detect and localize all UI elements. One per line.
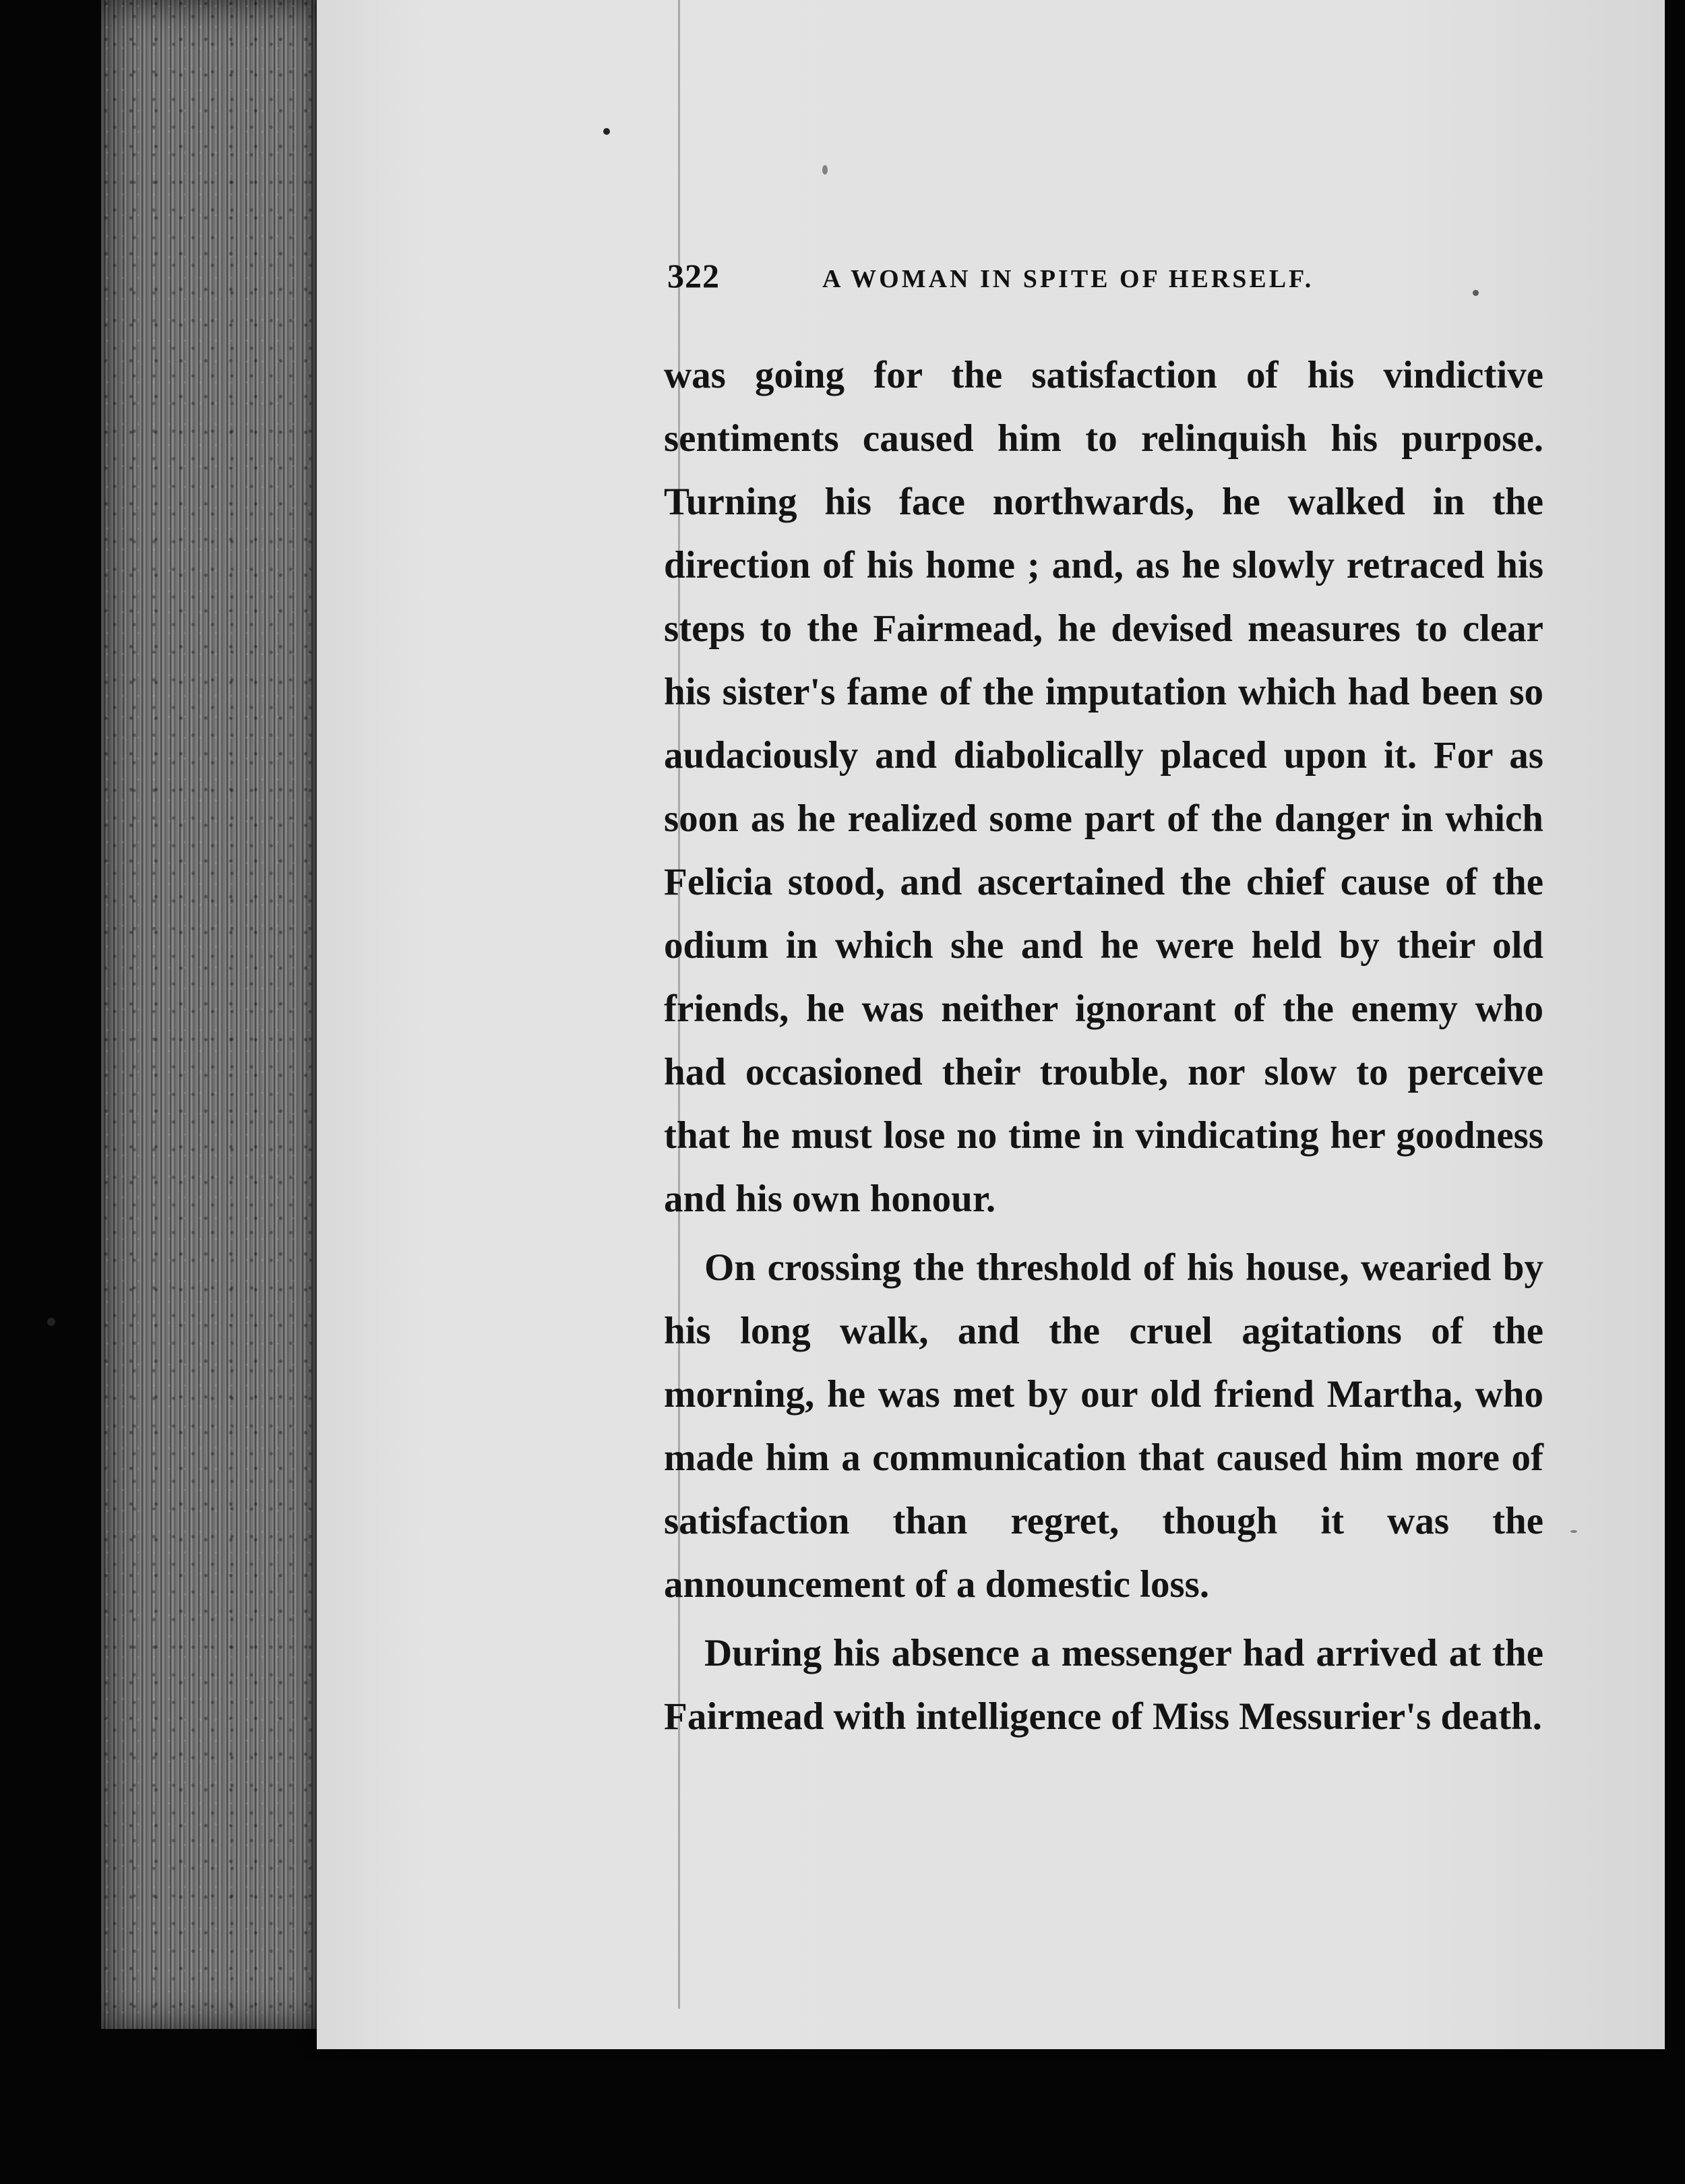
paragraph-2: On crossing the threshold of his house, wearied by his long walk, and the cruel agitations of the morning, he was met by our old friend Martha, who made him a communication that caused him more of satisfaction than regret, though it was the announcement of a domestic loss. [664, 1246, 1543, 1606]
book-page-edges [101, 0, 327, 2029]
page-number: 322 [667, 257, 720, 295]
scan-speck [1570, 1530, 1577, 1533]
scan-speck [822, 165, 828, 175]
running-head [667, 256, 1409, 303]
scan-speck [603, 128, 610, 135]
paragraph-3: During his absence a messenger had arrived at the Fairmead with intelligence of Miss Messurier's death. [664, 1632, 1543, 1738]
running-title: A WOMAN IN SPITE OF HERSELF. [822, 265, 1314, 293]
scan-speck [1473, 290, 1479, 296]
paragraph-1: was going for the satisfaction of his vindictive sentiments caused him to relinquish his purpose. Turning his face northwards, he walked in the direction of his home ; and, as he slowly retraced his steps to the Fairmead, he devised measures to clear his sister's fame of the imputation which had been so audaciously and diabolically placed upon it. For as soon as he realized some part of the danger in which Felicia stood, and ascertained the chief cause of the odium in which she and he were held by their old friends, he was neither ignorant of the enemy who had occasioned their trouble, nor slow to perceive that he must lose no time in vindicating her goodness and his own honour. [664, 354, 1543, 1220]
body-text [664, 344, 1543, 1749]
scan-speck [47, 1318, 55, 1326]
